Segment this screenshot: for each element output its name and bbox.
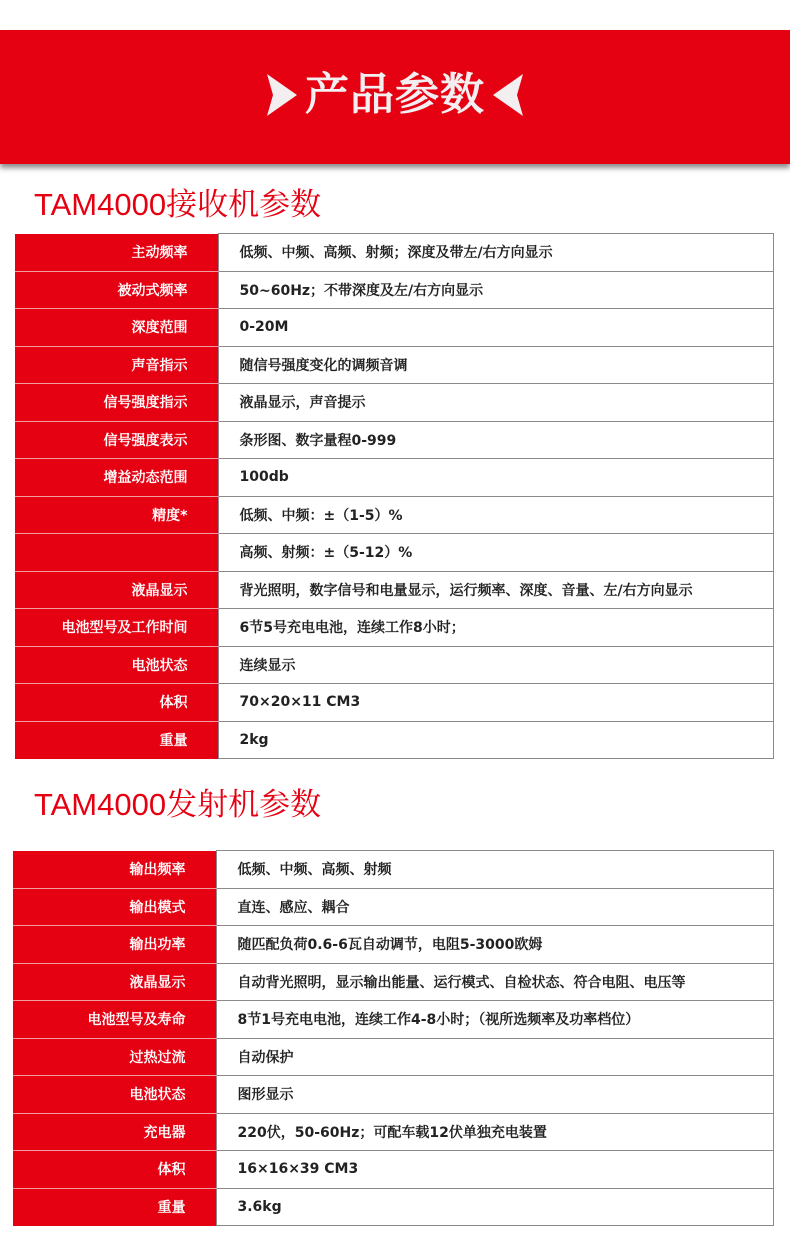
spec-row (13, 1151, 774, 1189)
spec-value: 图形显示 (216, 1076, 774, 1114)
transmitter-spec-table (13, 850, 774, 1226)
spec-label: 输出频率 (13, 851, 216, 889)
spec-label: 体积 (15, 684, 218, 722)
spec-value: 背光照明，数字信号和电量显示，运行频率、深度、音量、左/右方向显示 (218, 571, 774, 609)
product-params-banner (0, 30, 790, 164)
spec-label: 主动频率 (15, 234, 218, 272)
spec-row (15, 271, 774, 309)
spec-row (13, 1113, 774, 1151)
spec-label (15, 534, 218, 572)
spec-label: 输出模式 (13, 888, 216, 926)
arrow-left-icon (491, 72, 525, 118)
spec-label: 重量 (13, 1188, 216, 1226)
spec-value: 220伏，50-60Hz；可配车载12伏单独充电装置 (216, 1113, 774, 1151)
spec-value: 低频、中频：±（1-5）% (218, 496, 774, 534)
spec-value: 70×20×11 CM3 (218, 684, 774, 722)
spec-value: 低频、中频、高频、射频 (216, 851, 774, 889)
spec-row (15, 421, 774, 459)
spec-row (15, 309, 774, 347)
spec-label: 信号强度指示 (15, 384, 218, 422)
spec-value: 8节1号充电电池，连续工作4-8小时；（视所选频率及功率档位） (216, 1001, 774, 1039)
spec-row (13, 926, 774, 964)
spec-label: 重量 (15, 721, 218, 759)
spec-label: 电池状态 (15, 646, 218, 684)
spec-label: 被动式频率 (15, 271, 218, 309)
spec-label: 增益动态范围 (15, 459, 218, 497)
transmitter-section-title: TAM4000发射机参数 (34, 787, 322, 822)
spec-label: 声音指示 (15, 346, 218, 384)
spec-row (13, 1038, 774, 1076)
spec-label: 体积 (13, 1151, 216, 1189)
spec-label: 电池状态 (13, 1076, 216, 1114)
spec-value: 100db (218, 459, 774, 497)
spec-row (13, 1076, 774, 1114)
spec-value: 3.6kg (216, 1188, 774, 1226)
spec-label: 过热过流 (13, 1038, 216, 1076)
spec-row (15, 346, 774, 384)
arrow-right-icon (265, 72, 299, 118)
spec-row (15, 609, 774, 647)
spec-value: 自动保护 (216, 1038, 774, 1076)
spec-row (13, 888, 774, 926)
spec-row (15, 234, 774, 272)
spec-row (15, 571, 774, 609)
spec-label: 液晶显示 (15, 571, 218, 609)
spec-row (13, 963, 774, 1001)
spec-row (15, 496, 774, 534)
spec-label: 电池型号及寿命 (13, 1001, 216, 1039)
spec-value: 16×16×39 CM3 (216, 1151, 774, 1189)
spec-value: 低频、中频、高频、射频；深度及带左/右方向显示 (218, 234, 774, 272)
spec-row (13, 1188, 774, 1226)
receiver-spec-table (15, 233, 774, 759)
spec-value: 自动背光照明，显示输出能量、运行模式、自检状态、符合电阻、电压等 (216, 963, 774, 1001)
spec-value: 50~60Hz；不带深度及左/右方向显示 (218, 271, 774, 309)
spec-label: 深度范围 (15, 309, 218, 347)
spec-value: 2kg (218, 721, 774, 759)
spec-label: 输出功率 (13, 926, 216, 964)
banner-title: 产品参数 (305, 69, 485, 120)
spec-row (15, 721, 774, 759)
spec-row (15, 534, 774, 572)
spec-label: 电池型号及工作时间 (15, 609, 218, 647)
spec-value: 随信号强度变化的调频音调 (218, 346, 774, 384)
spec-value: 0-20M (218, 309, 774, 347)
spec-row (15, 684, 774, 722)
spec-value: 液晶显示，声音提示 (218, 384, 774, 422)
spec-row (13, 1001, 774, 1039)
spec-row (13, 851, 774, 889)
spec-value: 条形图、数字量程0-999 (218, 421, 774, 459)
spec-label: 液晶显示 (13, 963, 216, 1001)
spec-row (15, 384, 774, 422)
spec-row (15, 646, 774, 684)
spec-label: 充电器 (13, 1113, 216, 1151)
spec-value: 高频、射频：±（5-12）% (218, 534, 774, 572)
spec-value: 6节5号充电电池，连续工作8小时； (218, 609, 774, 647)
spec-value: 随匹配负荷0.6-6瓦自动调节，电阻5-3000欧姆 (216, 926, 774, 964)
spec-value: 连续显示 (218, 646, 774, 684)
receiver-section-title: TAM4000接收机参数 (34, 187, 322, 222)
spec-label: 信号强度表示 (15, 421, 218, 459)
spec-value: 直连、感应、耦合 (216, 888, 774, 926)
spec-label: 精度* (15, 496, 218, 534)
banner-content (265, 69, 525, 120)
spec-row (15, 459, 774, 497)
